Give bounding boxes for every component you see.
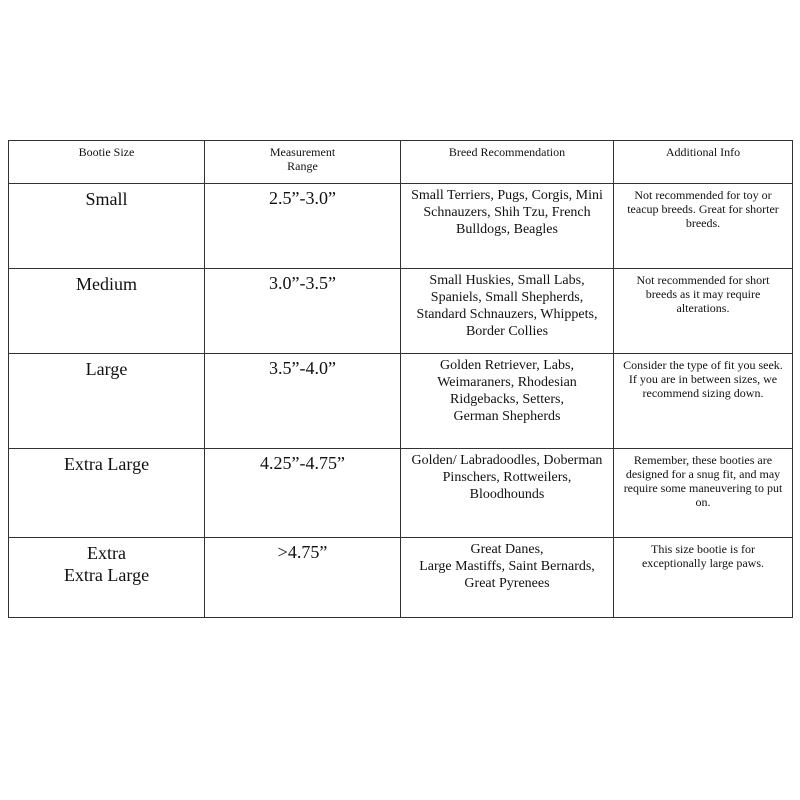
breed-cell: Small Huskies, Small Labs, Spaniels, Small Shepherds, Standard Schnauzers, Whippets, Border Collies	[401, 269, 614, 354]
size-cell: Small	[9, 184, 205, 269]
info-cell: Remember, these booties are designed for a snug fit, and may require some maneuvering to put on.	[614, 449, 793, 538]
size-cell: Medium	[9, 269, 205, 354]
header-bootie-size: Bootie Size	[9, 141, 205, 184]
size-cell: Extra Large	[9, 449, 205, 538]
size-cell: Extra Extra Large	[9, 538, 205, 618]
range-cell: 4.25”-4.75”	[205, 449, 401, 538]
info-cell: This size bootie is for exceptionally large paws.	[614, 538, 793, 618]
info-cell: Not recommended for short breeds as it may require alterations.	[614, 269, 793, 354]
range-cell: 3.5”-4.0”	[205, 354, 401, 449]
breed-cell: Small Terriers, Pugs, Corgis, Mini Schnauzers, Shih Tzu, French Bulldogs, Beagles	[401, 184, 614, 269]
info-cell: Consider the type of fit you seek. If you are in between sizes, we recommend sizing down.	[614, 354, 793, 449]
header-row	[9, 141, 793, 184]
header-measurement-range: Measurement Range	[205, 141, 401, 184]
size-cell: Large	[9, 354, 205, 449]
header-additional-info: Additional Info	[614, 141, 793, 184]
table-row	[9, 269, 793, 354]
range-cell: 3.0”-3.5”	[205, 269, 401, 354]
bootie-size-chart	[8, 140, 793, 618]
header-breed-recommendation: Breed Recommendation	[401, 141, 614, 184]
range-cell: >4.75”	[205, 538, 401, 618]
table-row	[9, 538, 793, 618]
table-row	[9, 184, 793, 269]
range-cell: 2.5”-3.0”	[205, 184, 401, 269]
table-row	[9, 449, 793, 538]
info-cell: Not recommended for toy or teacup breeds. Great for shorter breeds.	[614, 184, 793, 269]
breed-cell: Golden Retriever, Labs, Weimaraners, Rhodesian Ridgebacks, Setters, German Shepherds	[401, 354, 614, 449]
breed-cell: Golden/ Labradoodles, Doberman Pinschers, Rottweilers, Bloodhounds	[401, 449, 614, 538]
table-row	[9, 354, 793, 449]
breed-cell: Great Danes, Large Mastiffs, Saint Bernards, Great Pyrenees	[401, 538, 614, 618]
